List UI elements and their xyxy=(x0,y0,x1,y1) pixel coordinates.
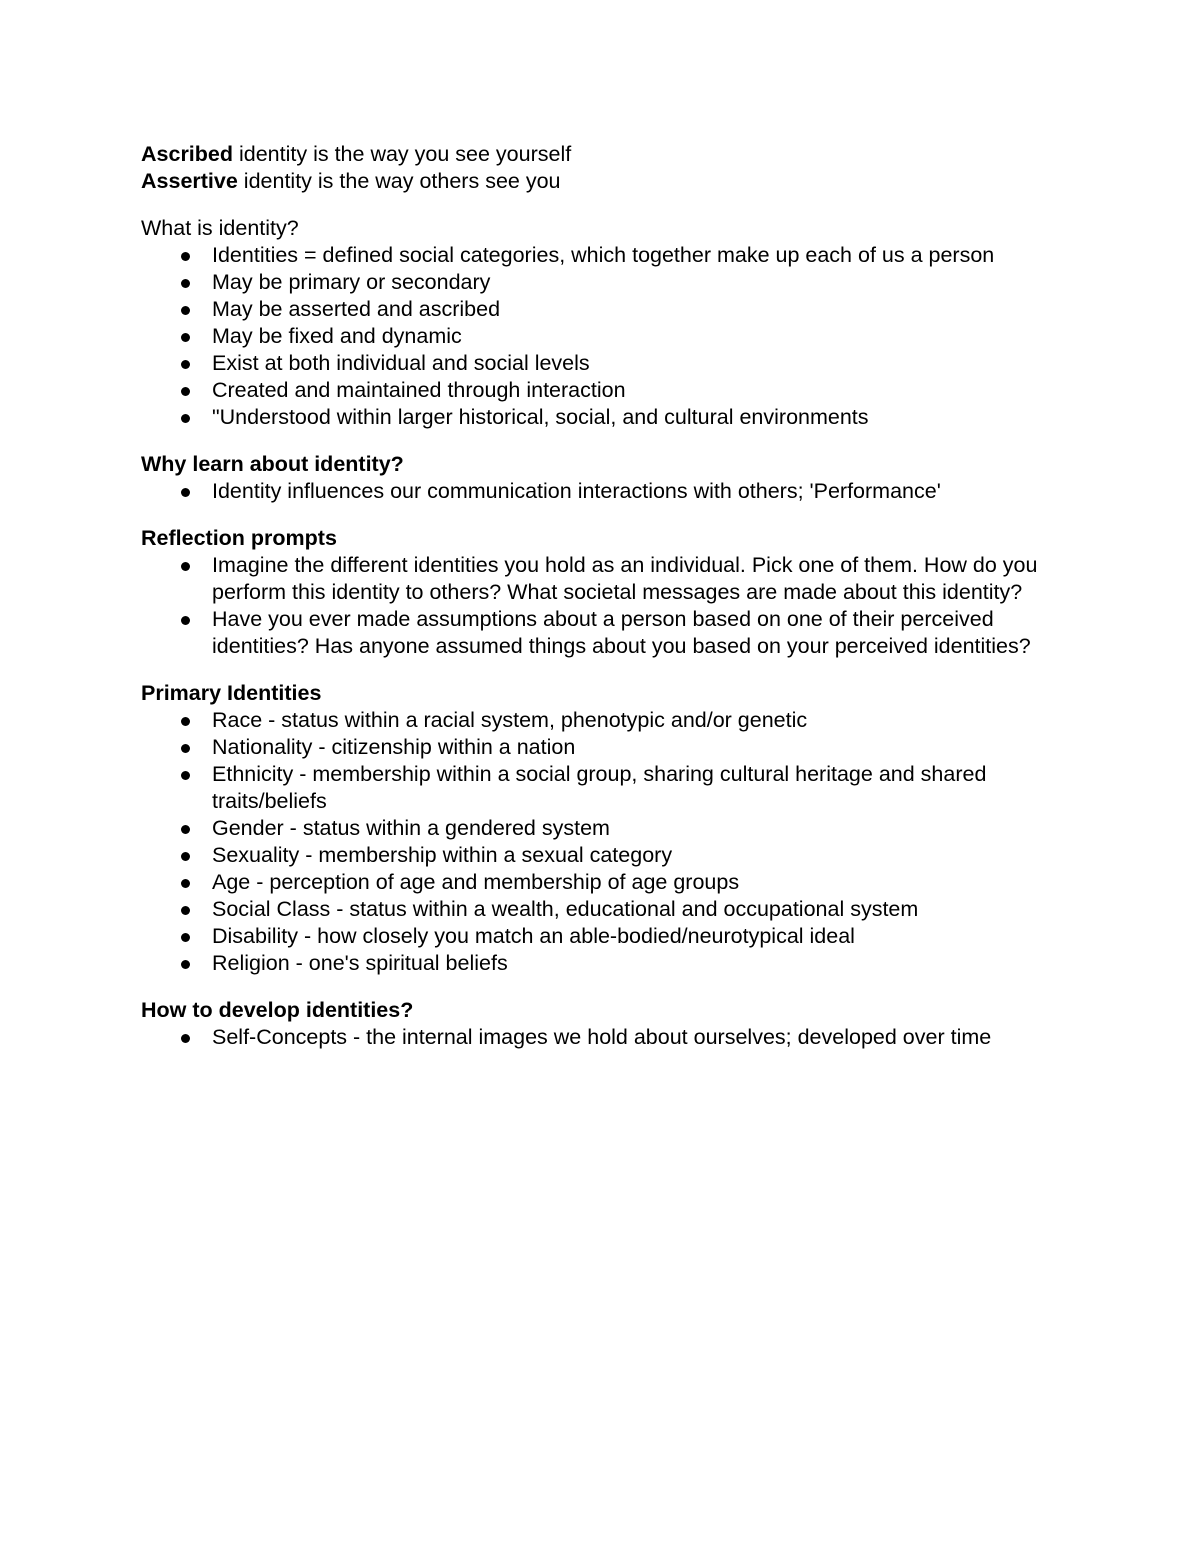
list-item: Identities = defined social categories, which together make up each of us a person xyxy=(141,242,1051,269)
list-item: Exist at both individual and social levels xyxy=(141,350,1051,377)
ascribed-definition-text: identity is the way you see yourself xyxy=(233,142,572,166)
list-item: Identity influences our communication interactions with others; 'Performance' xyxy=(141,478,1051,505)
why-learn-list xyxy=(141,478,1051,505)
reflection-prompts-heading: Reflection prompts xyxy=(141,526,337,550)
assertive-definition-text: identity is the way others see you xyxy=(237,169,561,193)
spacer xyxy=(141,505,1051,525)
list-item: Gender - status within a gendered system xyxy=(141,815,1051,842)
list-item: "Understood within larger historical, social, and cultural environments xyxy=(141,404,1051,431)
ascribed-term: Ascribed xyxy=(141,142,234,166)
primary-identities-list xyxy=(141,707,1051,977)
list-item: Disability - how closely you match an able-bodied/neurotypical ideal xyxy=(141,923,1051,950)
list-item: Religion - one's spiritual beliefs xyxy=(141,950,1051,977)
list-item: May be asserted and ascribed xyxy=(141,296,1051,323)
list-item: Nationality - citizenship within a nation xyxy=(141,734,1051,761)
what-is-identity-heading: What is identity? xyxy=(141,216,299,240)
assertive-term: Assertive xyxy=(141,169,238,193)
list-item: Have you ever made assumptions about a person based on one of their perceived identities? Has anyone assumed things about you based on your perceived identities? xyxy=(141,606,1051,660)
assertive-definition xyxy=(141,168,1051,195)
list-item: May be fixed and dynamic xyxy=(141,323,1051,350)
document-page xyxy=(141,141,1051,1051)
ascribed-definition xyxy=(141,141,1051,168)
spacer xyxy=(141,660,1051,680)
spacer xyxy=(141,977,1051,997)
develop-identities-heading: How to develop identities? xyxy=(141,998,414,1022)
spacer xyxy=(141,195,1051,215)
list-item: Age - perception of age and membership of age groups xyxy=(141,869,1051,896)
list-item: Imagine the different identities you hold as an individual. Pick one of them. How do you perform this identity to others? What societal messages are made about this identity? xyxy=(141,552,1051,606)
list-item: Ethnicity - membership within a social group, sharing cultural heritage and shared traits/beliefs xyxy=(141,761,1051,815)
list-item: Sexuality - membership within a sexual category xyxy=(141,842,1051,869)
list-item: Social Class - status within a wealth, educational and occupational system xyxy=(141,896,1051,923)
spacer xyxy=(141,431,1051,451)
list-item: Self-Concepts - the internal images we hold about ourselves; developed over time xyxy=(141,1024,1051,1051)
list-item: Race - status within a racial system, phenotypic and/or genetic xyxy=(141,707,1051,734)
why-learn-heading: Why learn about identity? xyxy=(141,452,404,476)
list-item: Created and maintained through interaction xyxy=(141,377,1051,404)
list-item: May be primary or secondary xyxy=(141,269,1051,296)
primary-identities-heading: Primary Identities xyxy=(141,681,322,705)
reflection-prompts-list xyxy=(141,552,1051,660)
what-is-identity-list xyxy=(141,242,1051,431)
develop-identities-list xyxy=(141,1024,1051,1051)
